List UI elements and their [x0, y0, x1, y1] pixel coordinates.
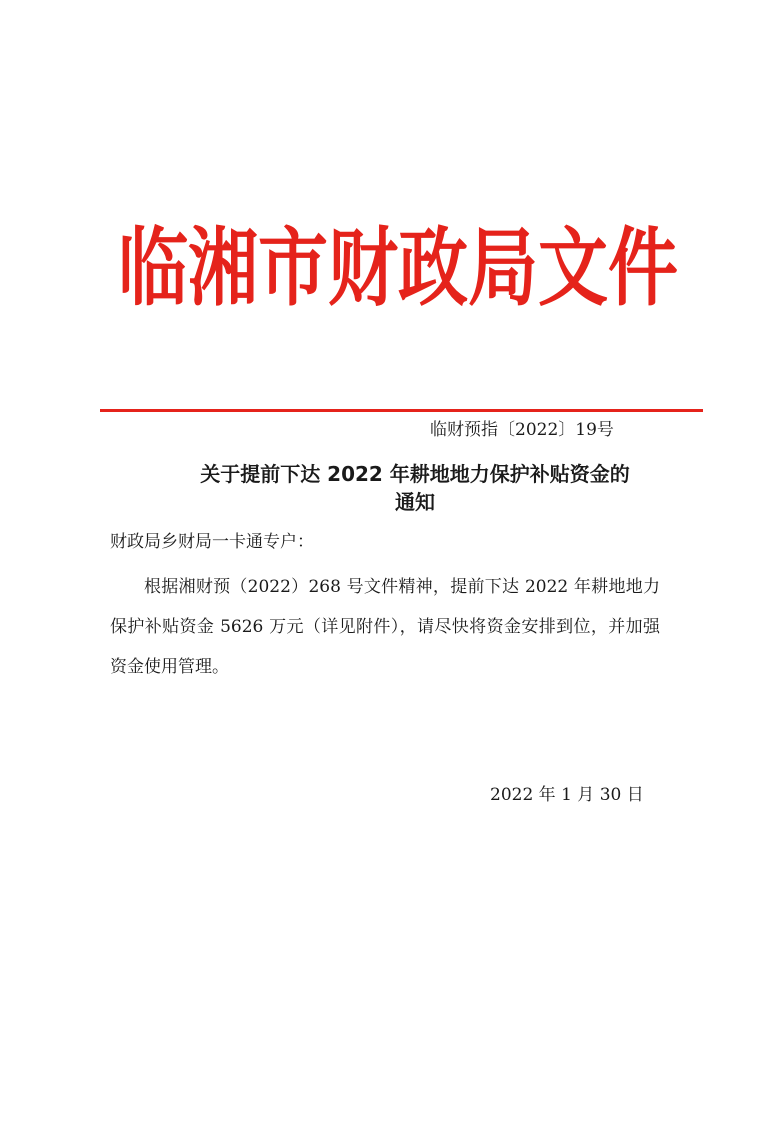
- issuer-header-title: 临湘市财政局文件: [118, 216, 678, 319]
- body-paragraph: 根据湘财预（2022）268 号文件精神，提前下达 2022 年耕地地力保护补贴资金 5626 万元（详见附件），请尽快将资金安排到位，并加强资金使用管理。: [110, 577, 660, 677]
- issue-date: 2022 年 1 月 30 日: [490, 785, 644, 805]
- notice-title: [150, 460, 680, 516]
- red-divider-rule: [100, 409, 703, 412]
- document-number: 临财预指〔2022〕19号: [430, 420, 614, 440]
- notice-title-line-1: 关于提前下达 2022 年耕地地力保护补贴资金的: [200, 462, 630, 486]
- notice-title-line-2: 通知: [395, 490, 435, 514]
- recipient-line: 财政局乡财局一卡通专户：: [110, 532, 314, 552]
